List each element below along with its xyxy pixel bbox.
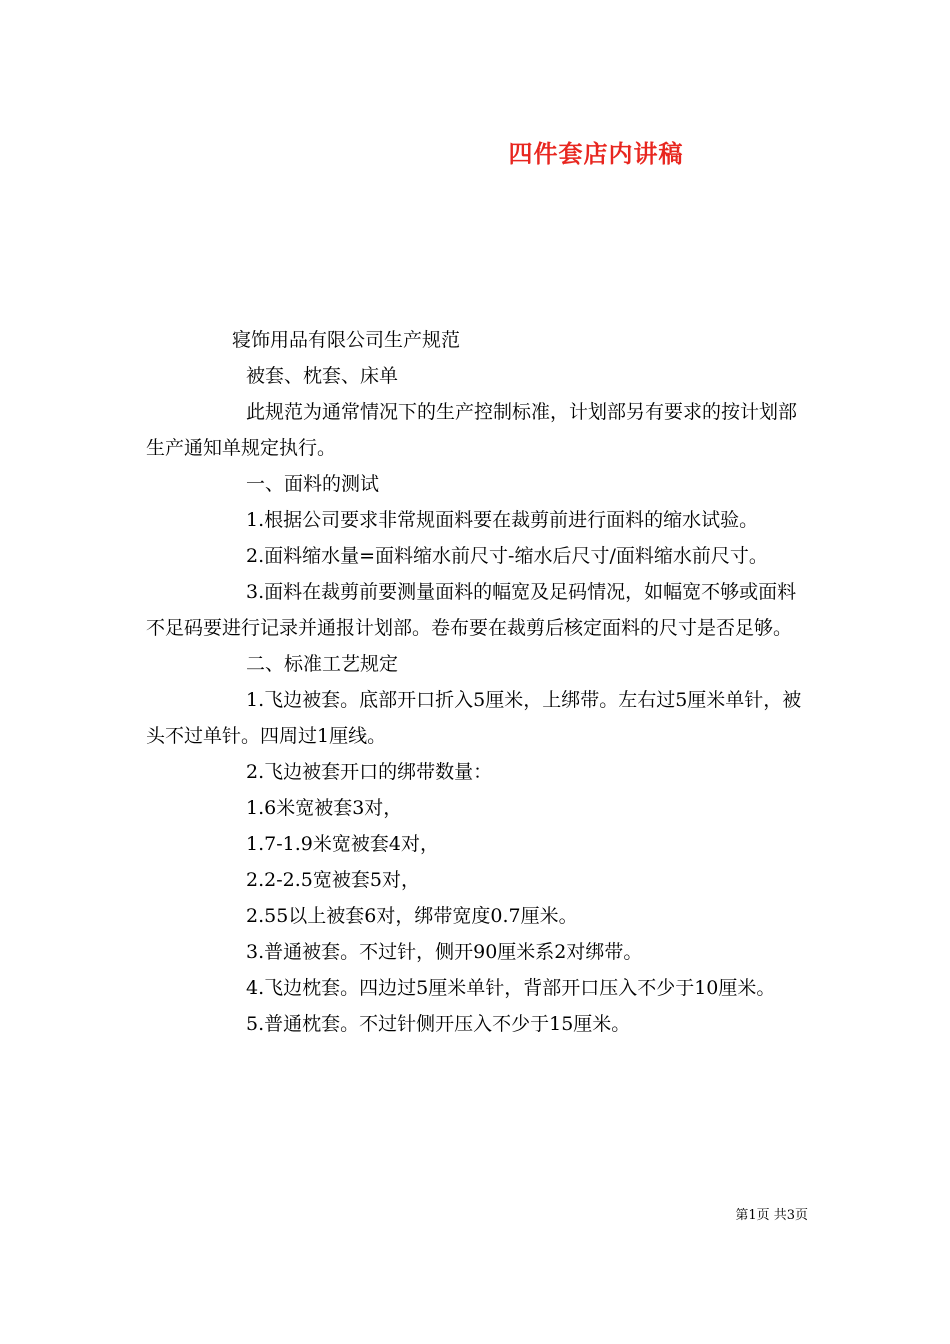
paragraph-item: 1.6米宽被套3对，: [246, 797, 403, 819]
paragraph-item: 4.飞边枕套。四边过5厘米单针，背部开口压入不少于10厘米。: [246, 977, 776, 999]
section-heading-process: 二、标准工艺规定: [246, 653, 399, 675]
paragraph-item: 2.面料缩水量=面料缩水前尺寸-缩水后尺寸/面料缩水前尺寸。: [246, 545, 768, 567]
paragraph-item: 3.面料在裁剪前要测量面料的幅宽及足码情况，如幅宽不够或面料不足码要进行记录并通报计划部。卷布要在裁剪后核定面料的尺寸是否足够。: [146, 581, 797, 639]
document-body: [146, 322, 810, 1042]
paragraph-intro: 此规范为通常情况下的生产控制标准，计划部另有要求的按计划部生产通知单规定执行。: [146, 401, 798, 459]
paragraph-item: 1.飞边被套。底部开口折入5厘米，上绑带。左右过5厘米单针，被头不过单针。四周过1厘线。: [146, 689, 802, 747]
paragraph-item: 2.2-2.5宽被套5对，: [246, 869, 420, 891]
document-title: [0, 134, 950, 169]
paragraph-item: 1.根据公司要求非常规面料要在裁剪前进行面料的缩水试验。: [246, 509, 759, 531]
paragraph-scope: 被套、枕套、床单: [246, 365, 399, 387]
page-number-footer: 第1页 共3页: [735, 1208, 808, 1223]
paragraph-item: 5.普通枕套。不过针侧开压入不少于15厘米。: [246, 1013, 631, 1035]
paragraph-company: 寝饰用品有限公司生产规范: [232, 329, 461, 351]
paragraph-item: 2.飞边被套开口的绑带数量：: [246, 761, 493, 783]
document-title-text: 四件套店内讲稿: [508, 140, 684, 168]
section-heading-fabric-test: 一、面料的测试: [246, 473, 380, 495]
paragraph-item: 2.55以上被套6对，绑带宽度0.7厘米。: [246, 905, 578, 927]
paragraph-item: 1.7-1.9米宽被套4对，: [246, 833, 439, 855]
paragraph-item: 3.普通被套。不过针，侧开90厘米系2对绑带。: [246, 941, 643, 963]
